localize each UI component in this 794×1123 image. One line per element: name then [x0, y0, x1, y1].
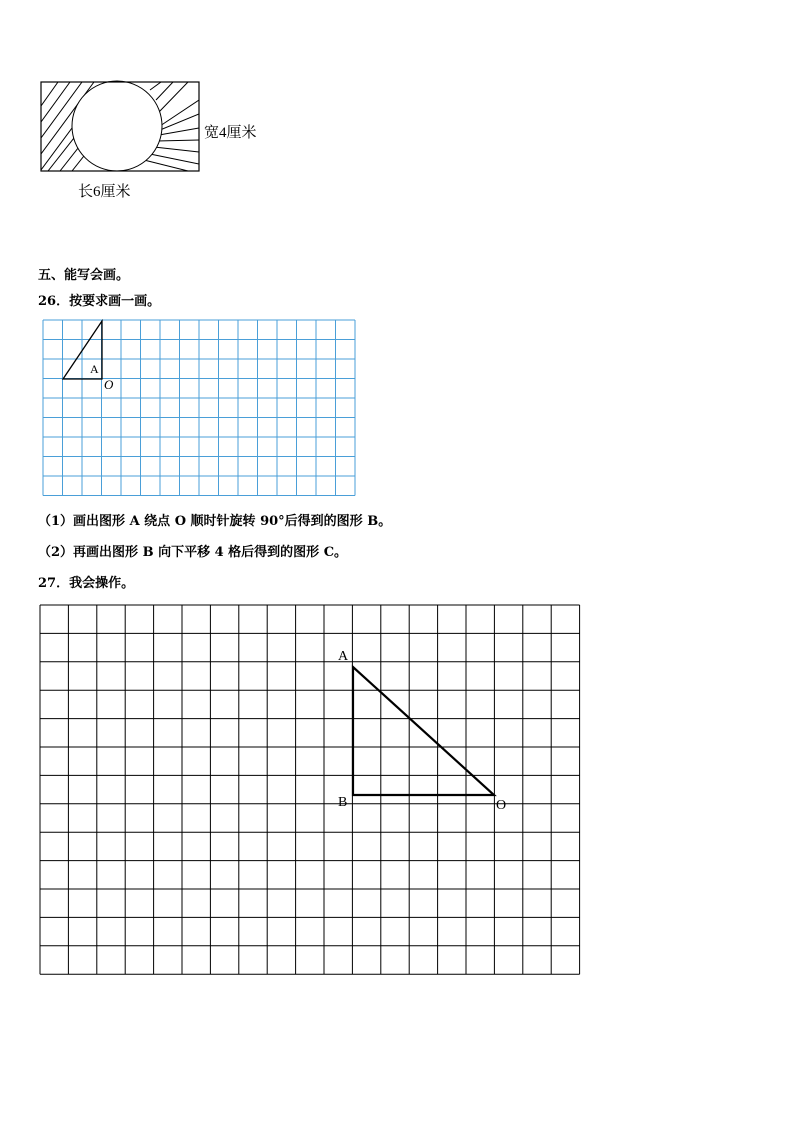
q27-label-a: A: [338, 649, 349, 664]
q26-instruction-2: （2）再画出图形 B 向下平移 4 格后得到的图形 C。: [38, 545, 348, 560]
length-label: 长6厘米: [78, 184, 131, 200]
inscribed-circle: [72, 81, 162, 171]
section-heading: 五、能写会画。: [38, 268, 130, 283]
q27-label-b: B: [338, 795, 348, 810]
q26-label-a: A: [90, 362, 99, 376]
q26-blue-grid[interactable]: [42, 319, 360, 499]
q26-instruction-1: （1）画出图形 A 绕点 O 顺时针旋转 90°后得到的图形 B。: [38, 514, 392, 529]
q27-label-o: O: [496, 798, 507, 813]
q26-label-o: O: [104, 377, 114, 392]
width-label: 宽4厘米: [204, 125, 257, 141]
rectangle-circle-figure: [38, 80, 204, 175]
q26-title: 26．按要求画一画。: [38, 294, 161, 309]
q27-title: 27．我会操作。: [38, 576, 135, 591]
